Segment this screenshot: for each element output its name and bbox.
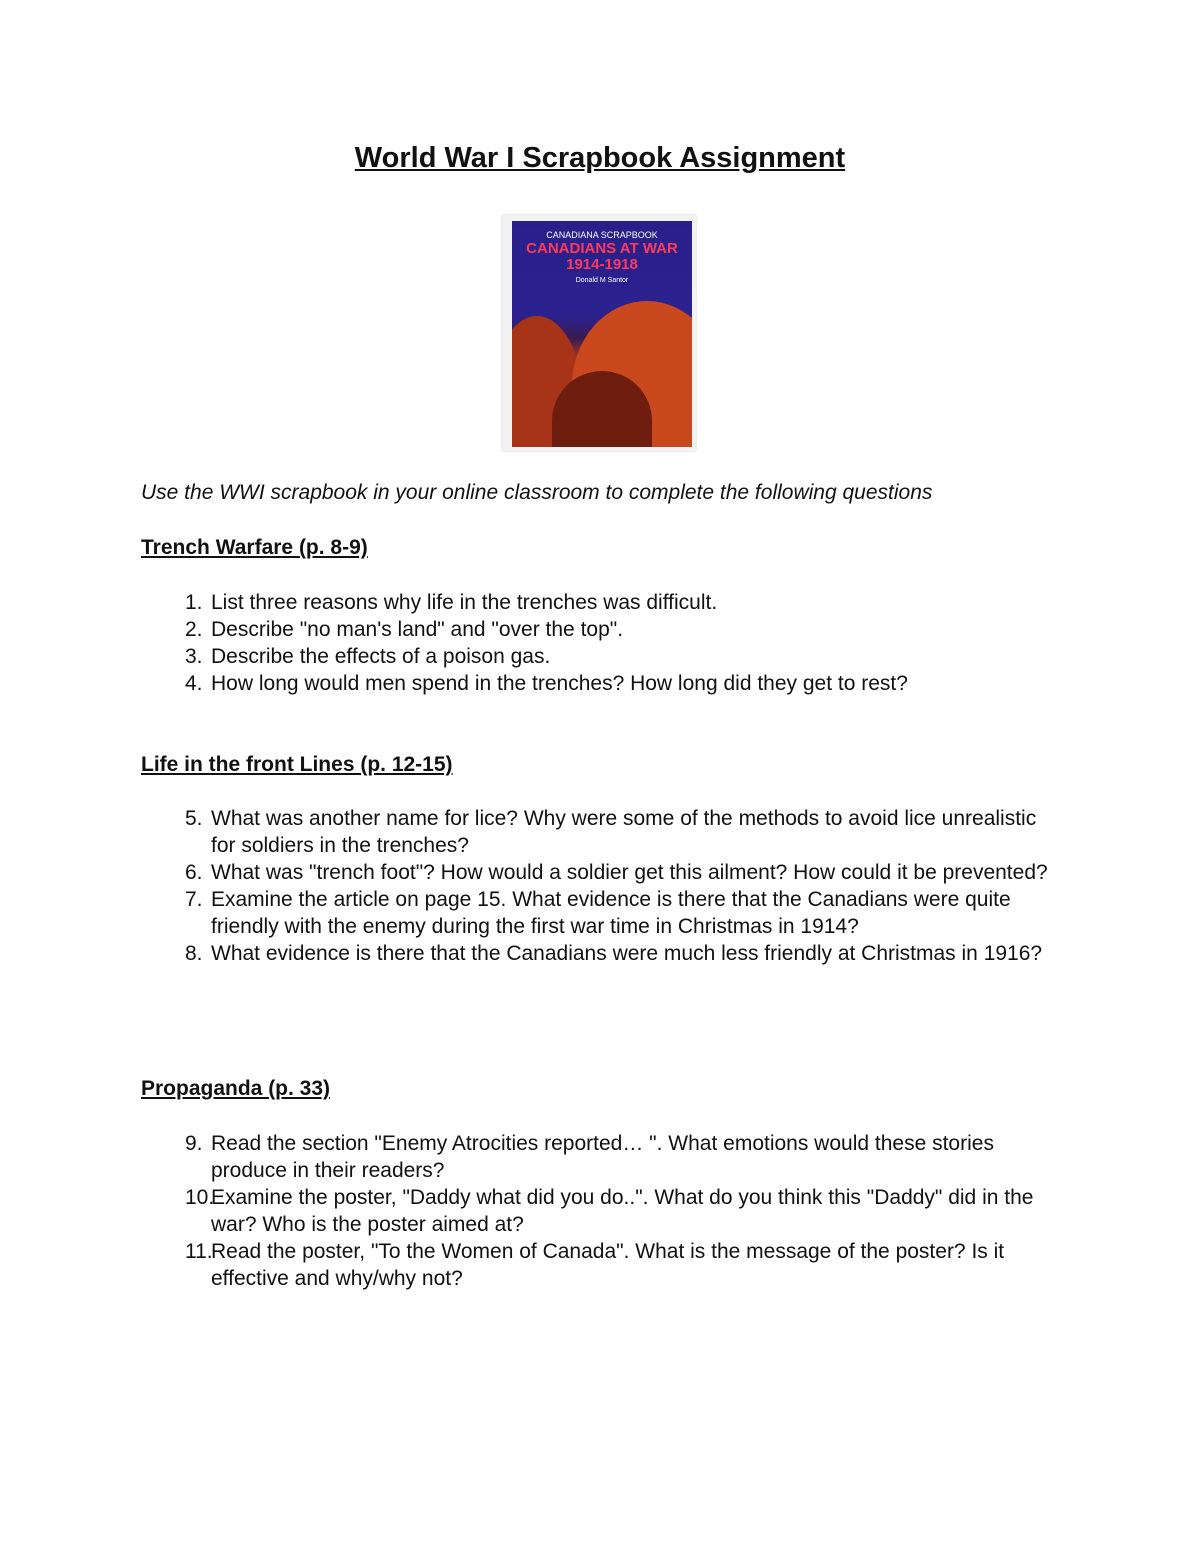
- list-item: [141, 805, 1061, 859]
- page-title: World War I Scrapbook Assignment: [354, 142, 846, 174]
- intro-text: Use the WWI scrapbook in your online classroom to complete the following questions: [141, 481, 933, 504]
- item-text: Examine the poster, "Daddy what did you do..". What do you think this "Daddy" did in the war? Who is the poster aimed at?: [211, 1186, 1034, 1236]
- question-list: [141, 1130, 1061, 1292]
- item-number: 2.: [185, 618, 203, 641]
- cover-title-line1: CANADIANS AT WAR: [526, 240, 678, 257]
- list-item: [141, 940, 1061, 967]
- list-item: [141, 886, 1061, 940]
- section-heading: Life in the front Lines (p. 12-15): [141, 753, 453, 776]
- section-heading: Propaganda (p. 33): [141, 1077, 331, 1100]
- list-item: [141, 589, 1061, 616]
- book-cover-image: [502, 215, 696, 451]
- section-heading: Trench Warfare (p. 8-9): [141, 536, 368, 559]
- item-text: What was another name for lice? Why were some of the methods to avoid lice unrealistic for soldiers in the trenches?: [211, 807, 1037, 857]
- list-item: [141, 1184, 1061, 1238]
- item-text: What evidence is there that the Canadians were much less friendly at Christmas in 1916?: [211, 942, 1043, 965]
- cover-author: Donald M Santor: [575, 277, 629, 284]
- item-number: 4.: [185, 672, 203, 695]
- cover-title: [512, 241, 692, 273]
- item-number: 7.: [185, 888, 203, 911]
- cover-series: CANADIANA SCRAPBOOK: [546, 230, 658, 240]
- item-text: What was "trench foot"? How would a soldier get this ailment? How could it be prevented?: [211, 861, 1048, 884]
- list-item: [141, 643, 1061, 670]
- item-text: Read the section "Enemy Atrocities reported… ". What emotions would these stories produce in their readers?: [211, 1132, 994, 1182]
- item-text: How long would men spend in the trenches? How long did they get to rest?: [211, 672, 908, 695]
- question-list: [141, 805, 1061, 967]
- item-number: 9.: [185, 1132, 203, 1155]
- list-item: [141, 670, 1061, 697]
- item-number: 5.: [185, 807, 203, 830]
- item-text: Read the poster, "To the Women of Canada". What is the message of the poster? Is it effective and why/why not?: [211, 1240, 1005, 1290]
- item-text: Describe "no man's land" and "over the top".: [211, 618, 624, 641]
- item-number: 8.: [185, 942, 203, 965]
- list-item: [141, 859, 1061, 886]
- list-item: [141, 616, 1061, 643]
- item-number: 6.: [185, 861, 203, 884]
- item-text: List three reasons why life in the trenches was difficult.: [211, 591, 718, 614]
- item-number: 11.: [185, 1240, 213, 1263]
- item-text: Describe the effects of a poison gas.: [211, 645, 551, 668]
- cover-title-line2: 1914-1918: [566, 256, 638, 273]
- question-list: [141, 589, 1061, 697]
- item-number: 1.: [185, 591, 203, 614]
- item-number: 3.: [185, 645, 203, 668]
- item-text: Examine the article on page 15. What evidence is there that the Canadians were quite friendly with the enemy during the first war time in Christmas in 1914?: [211, 888, 1011, 938]
- list-item: [141, 1238, 1061, 1292]
- list-item: [141, 1130, 1061, 1184]
- item-number: 10.: [185, 1186, 215, 1209]
